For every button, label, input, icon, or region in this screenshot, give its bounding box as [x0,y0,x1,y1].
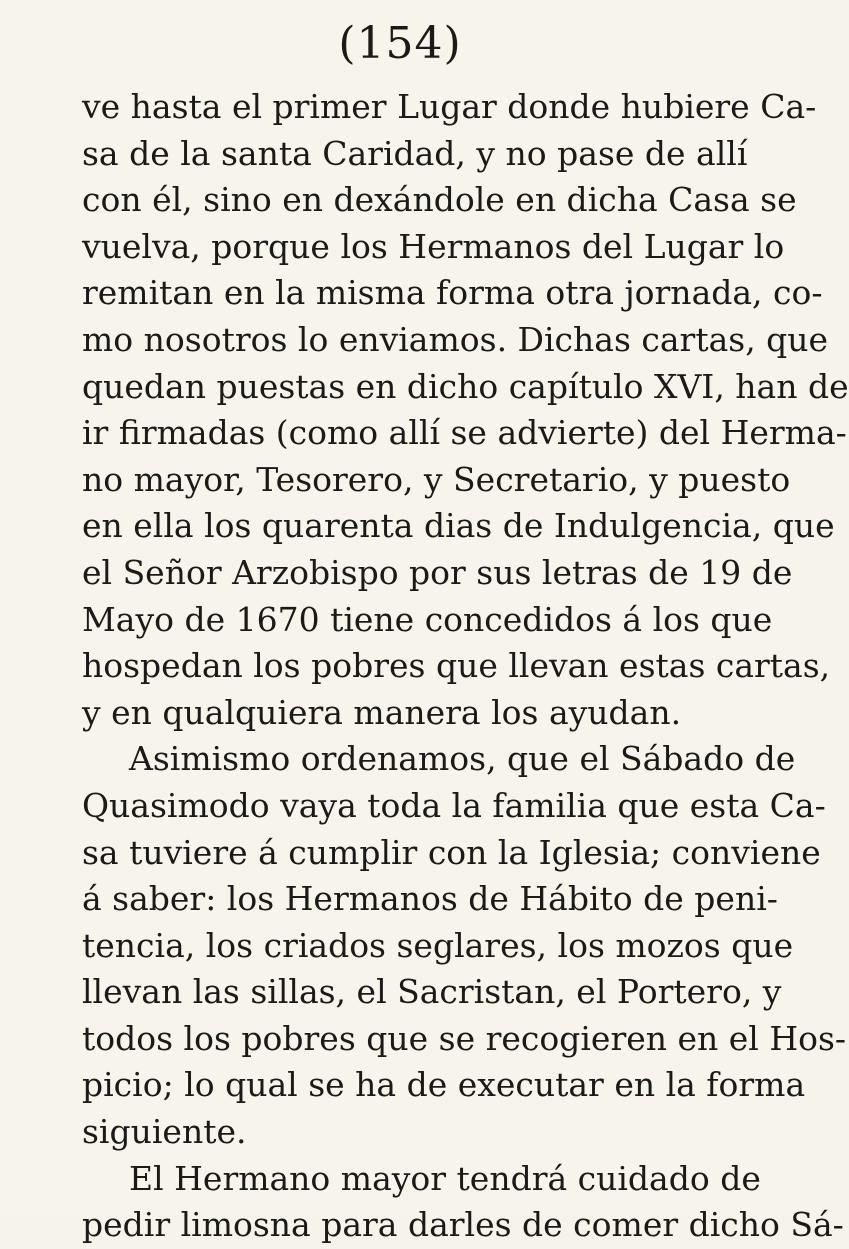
text-line: no mayor, Tesorero, y Secretario, y puesto [82,459,791,499]
text-line: remitan en la misma forma otra jornada, co- [82,273,823,313]
text-line: vuelva, porque los Hermanos del Lugar lo [82,226,785,266]
text-line: tencia, los criados seglares, los mozos que [82,925,794,965]
text-line: hospedan los pobres que llevan estas cartas, [82,646,831,686]
body-text [82,84,849,1249]
text-line: Mayo de 1670 tiene concedidos á los que [82,599,773,639]
text-line: siguiente. [82,1112,247,1152]
text-line: el Señor Arzobispo por sus letras de 19 de [82,552,793,592]
text-line: llevan las sillas, el Sacristan, el Portero, y [82,972,782,1012]
text-line: pedir limosna para darles de comer dicho Sá- [82,1205,844,1245]
text-line: todos los pobres que se recogieren en el Hos- [82,1018,847,1058]
page-number: (154) [338,18,462,69]
text-line: quedan puestas en dicho capítulo XVI, han de [82,366,849,406]
text-line: á saber: los Hermanos de Hábito de peni- [82,879,778,919]
text-line: picio; lo qual se ha de executar en la forma [82,1065,806,1105]
text-line: Quasimodo vaya toda la familia que esta Ca- [82,785,826,825]
text-line: ir firmadas (como allí se advierte) del Herma- [82,413,847,453]
text-line: sa de la santa Caridad, y no pase de allí [82,133,748,173]
text-line: ve hasta el primer Lugar donde hubiere Ca- [82,87,817,126]
text-line: y en qualquiera manera los ayudan. [82,692,682,732]
text-line: El Hermano mayor tendrá cuidado de [129,1158,761,1198]
text-line: sa tuviere á cumplir con la Iglesia; conviene [82,832,821,872]
text-line: Asimismo ordenamos, que el Sábado de [129,739,796,779]
text-line: con él, sino en dexándole en dicha Casa se [82,180,797,220]
text-line: en ella los quarenta dias de Indulgencia, que [82,506,835,546]
text-line: mo nosotros lo enviamos. Dichas cartas, que [82,319,829,359]
